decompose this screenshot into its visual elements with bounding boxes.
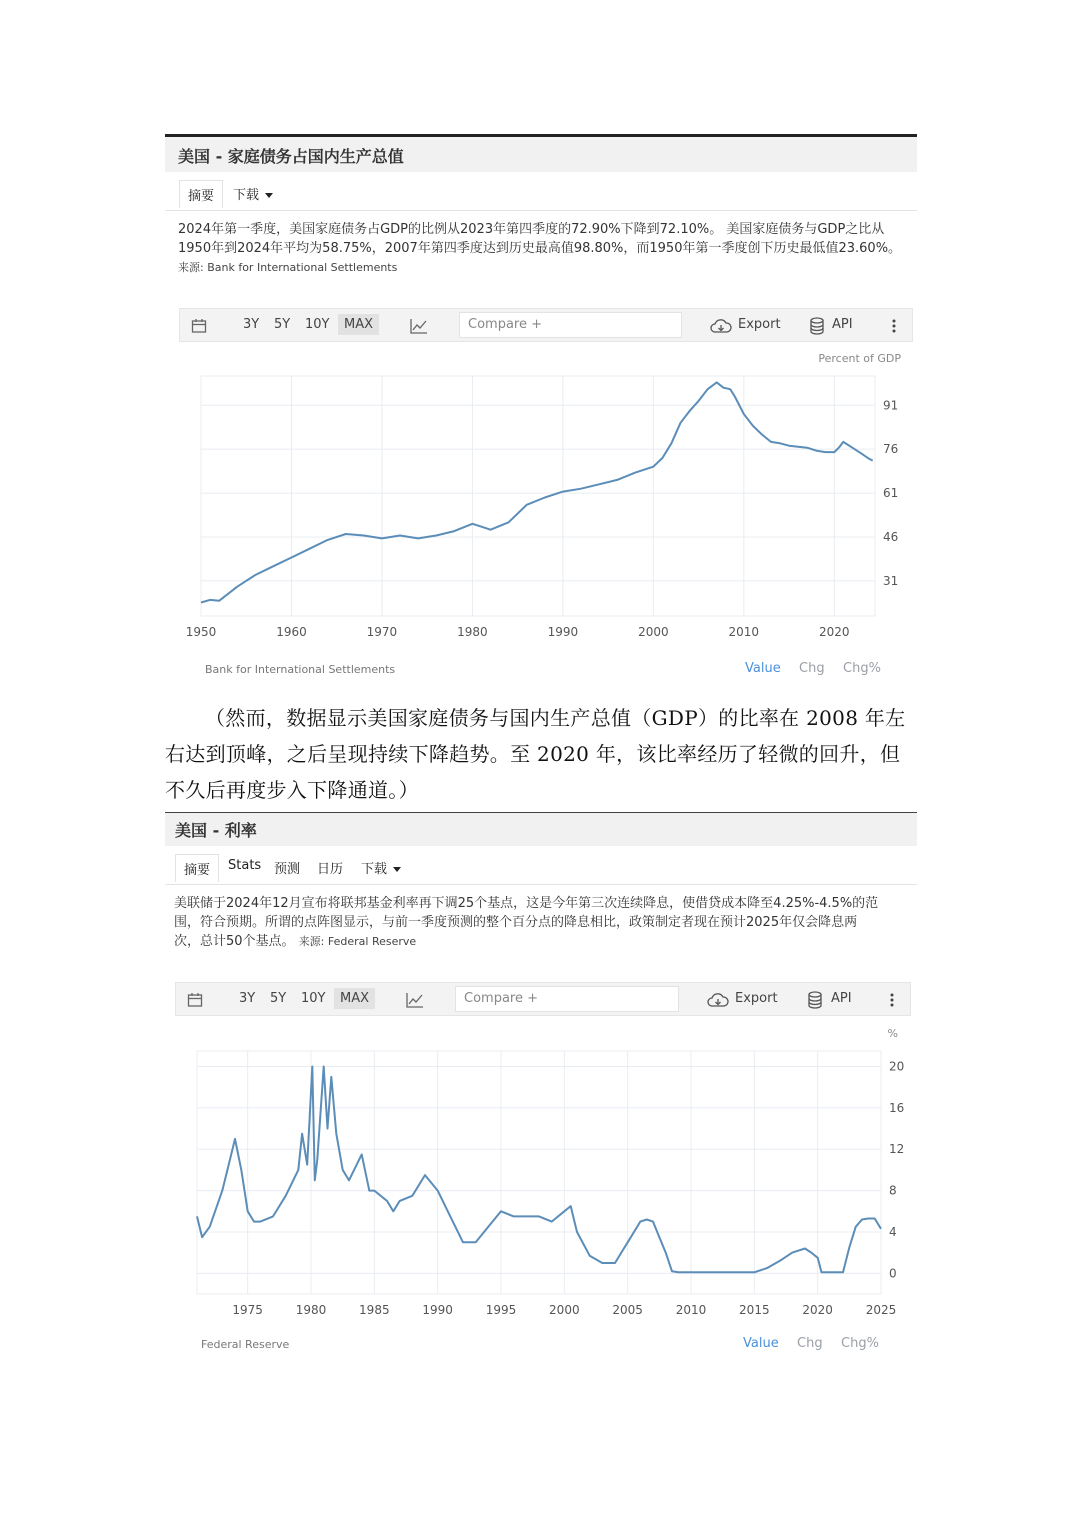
y-tick-label: 31: [883, 573, 899, 588]
range-5y-button[interactable]: 5Y: [270, 991, 287, 1006]
range-max-button[interactable]: MAX: [334, 988, 375, 1009]
tab-calendar[interactable]: 日历: [317, 862, 344, 877]
series-line: [201, 382, 873, 602]
api-button[interactable]: API: [832, 317, 853, 332]
cloud-download-icon[interactable]: [710, 319, 732, 334]
cloud-download-icon[interactable]: [707, 993, 729, 1008]
chart1-footer-source: Bank for International Settlements: [205, 663, 396, 676]
api-button[interactable]: API: [831, 991, 852, 1006]
footer-tab-chg[interactable]: Chg: [799, 661, 825, 676]
chart2-summary-line2: 围，符合预期。所谓的点阵图显示，与前一季度预测的整个百分点的降息相比，政策制定者现在预计2025年仅会降息两: [174, 915, 858, 930]
tab-download-label: 下载: [233, 188, 260, 203]
x-tick-label: 1990: [422, 1303, 453, 1317]
series-line: [197, 1067, 881, 1273]
x-tick-label: 1950: [185, 625, 217, 639]
interest-rate-line-chart: [165, 1017, 917, 1337]
chart1-summary: [178, 220, 918, 277]
plot-area: [201, 376, 875, 616]
household-debt-widget: [165, 134, 917, 694]
tab-download[interactable]: [225, 180, 281, 207]
tab-download[interactable]: [353, 854, 409, 881]
calendar-icon[interactable]: [187, 992, 203, 1008]
footer-tab-value[interactable]: Value: [745, 661, 781, 676]
range-10y-button[interactable]: 10Y: [301, 991, 326, 1006]
database-icon[interactable]: [808, 991, 822, 1009]
y-tick-label: 0: [889, 1266, 897, 1281]
x-tick-label: 2010: [675, 1303, 707, 1317]
y-axis-unit-label: Percent of GDP: [818, 352, 901, 365]
x-tick-label: 1975: [232, 1303, 263, 1317]
chart1-source: 来源: Bank for International Settlements: [178, 261, 398, 274]
chart2-title: 美国 - 利率: [165, 812, 917, 846]
chart2-toolbar: [175, 982, 911, 1016]
chart1-toolbar: [179, 308, 913, 342]
range-10y-button[interactable]: 10Y: [305, 317, 330, 332]
footer-tab-chg[interactable]: Chg: [797, 1336, 823, 1351]
chart2-summary-line1: 美联储于2024年12月宣布将联邦基金利率再下调25个基点，这是今年第三次连续降息，使借贷成本降至4.25%-4.5%的范: [174, 896, 879, 911]
chart2-summary-line3-row: [174, 932, 919, 951]
x-tick-label: 2000: [549, 1303, 580, 1317]
y-tick-label: 20: [889, 1059, 905, 1074]
x-tick-label: 2020: [802, 1303, 833, 1317]
y-tick-label: 46: [883, 529, 899, 544]
database-icon[interactable]: [810, 317, 824, 335]
caret-down-icon: [265, 193, 273, 198]
x-tick-label: 1985: [359, 1303, 390, 1317]
footer-tab-chg-pct[interactable]: Chg%: [843, 661, 881, 676]
more-vertical-icon[interactable]: [890, 993, 894, 1007]
line-chart-icon[interactable]: [406, 992, 424, 1008]
interest-rate-widget: [165, 812, 917, 1367]
y-tick-label: 61: [883, 486, 899, 501]
chart2-footer-source: Federal Reserve: [201, 1338, 290, 1351]
x-tick-label: 2025: [865, 1303, 897, 1317]
export-button[interactable]: Export: [738, 317, 781, 332]
export-button[interactable]: Export: [735, 991, 778, 1006]
range-5y-button[interactable]: 5Y: [274, 317, 291, 332]
range-3y-button[interactable]: 3Y: [239, 991, 256, 1006]
x-tick-label: 1960: [276, 625, 307, 639]
x-tick-label: 1995: [485, 1303, 517, 1317]
line-chart-icon[interactable]: [410, 318, 428, 334]
range-max-button[interactable]: MAX: [338, 314, 379, 335]
chart1-summary-line1: 2024年第一季度，美国家庭债务占GDP的比例从2023年第四季度的72.90%下降到72.10%。 美国家庭债务与GDP之比从: [178, 222, 885, 237]
tab-forecast[interactable]: 预测: [274, 862, 301, 877]
x-tick-label: 1990: [547, 625, 579, 639]
chart2-summary-line3: 次，总计50个基点。: [174, 934, 295, 949]
y-tick-label: 16: [889, 1100, 905, 1115]
x-tick-label: 2010: [728, 625, 760, 639]
chart2-summary: [174, 894, 919, 951]
plot-area: [197, 1051, 881, 1294]
y-tick-label: 8: [889, 1183, 897, 1198]
chart2-source: 来源: Federal Reserve: [298, 935, 417, 948]
chart1-summary-line2: 1950年到2024年平均为58.75%，2007年第四季度达到历史最高值98.80%，而1950年第一季度创下历史最低值23.60%。: [178, 241, 902, 256]
y-axis-unit-label: %: [887, 1027, 898, 1040]
tab-summary[interactable]: 摘要: [179, 180, 223, 208]
range-3y-button[interactable]: 3Y: [243, 317, 260, 332]
tab-download-label: 下载: [361, 862, 388, 877]
compare-input[interactable]: Compare +: [455, 986, 679, 1012]
chart1-title: 美国 - 家庭债务占国内生产总值: [165, 134, 917, 172]
y-tick-label: 76: [883, 442, 899, 457]
x-tick-label: 1980: [295, 1303, 327, 1317]
y-tick-label: 4: [889, 1224, 897, 1239]
footer-tab-value[interactable]: Value: [743, 1336, 779, 1351]
compare-input[interactable]: Compare +: [459, 312, 682, 338]
debt-line-chart: [165, 342, 917, 662]
analysis-paragraph: （然而，数据显示美国家庭债务与国内生产总值（GDP）的比率在 2008 年左右达到顶峰，之后呈现持续下降趋势。至 2020 年，该比率经历了轻微的回升，但不久后再度步入下降通道。）: [165, 706, 906, 802]
chart2-tabs: [165, 846, 917, 885]
calendar-icon[interactable]: [191, 318, 207, 334]
x-tick-label: 1970: [366, 625, 398, 639]
x-tick-label: 2005: [612, 1303, 643, 1317]
tab-stats[interactable]: Stats: [228, 858, 262, 873]
x-tick-label: 2000: [638, 625, 669, 639]
chart1-tabs: [165, 172, 917, 211]
caret-down-icon: [393, 867, 401, 872]
footer-tab-chg-pct[interactable]: Chg%: [841, 1336, 879, 1351]
x-tick-label: 1980: [457, 625, 488, 639]
tab-summary[interactable]: 摘要: [175, 854, 219, 882]
y-tick-label: 12: [889, 1142, 905, 1157]
x-tick-label: 2020: [819, 625, 850, 639]
x-tick-label: 2015: [739, 1303, 770, 1317]
more-vertical-icon[interactable]: [892, 319, 896, 333]
y-tick-label: 91: [883, 398, 899, 413]
